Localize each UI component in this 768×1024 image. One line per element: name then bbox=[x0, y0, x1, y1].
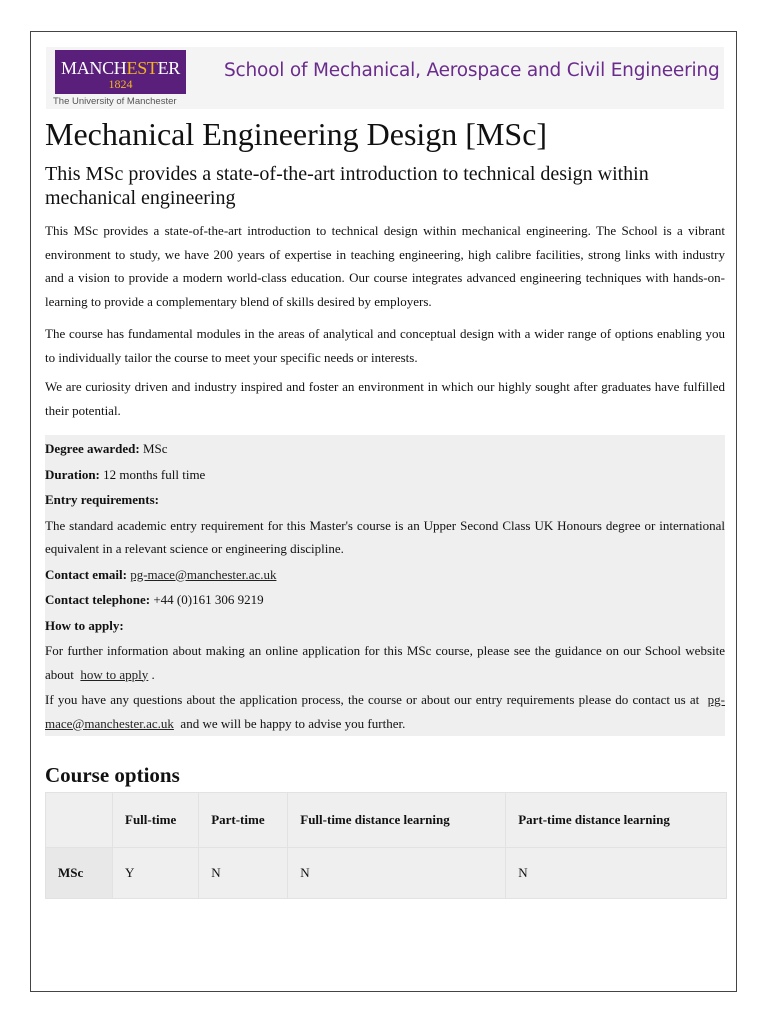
page-subtitle: This MSc provides a state-of-the-art introduction to technical design within mechanical engineering bbox=[45, 163, 649, 209]
entry-requirements-text: The standard academic entry requirement for this Master's course is an Upper Second Class UK Honours degree or international equivalent in a relevant science or engineering discipline. bbox=[45, 517, 725, 556]
course-options-table bbox=[45, 792, 727, 899]
table-header-row bbox=[46, 793, 727, 848]
logo-wordmark: MANCHESTER bbox=[60, 58, 181, 78]
cell-pt-distance: N bbox=[506, 848, 727, 899]
column-header-ft-distance: Full-time distance learning bbox=[288, 793, 506, 848]
course-info-box bbox=[45, 435, 725, 736]
degree-label: Degree awarded: bbox=[45, 441, 140, 456]
logo-subtitle: The University of Manchester bbox=[53, 96, 177, 107]
contact-email-link[interactable]: pg-mace@manchester.ac.uk bbox=[130, 566, 277, 582]
course-options-heading: Course options bbox=[45, 763, 180, 787]
column-header-full-time: Full-time bbox=[113, 793, 199, 848]
column-header-part-time: Part-time bbox=[199, 793, 288, 848]
contact-phone-row bbox=[45, 588, 725, 612]
table-row bbox=[46, 848, 727, 899]
description-paragraph: The course has fundamental modules in the areas of analytical and conceptual design with a wider range of options enabling you to individually tailor the course to meet your specific needs or interests. bbox=[45, 326, 725, 365]
entry-requirements-row bbox=[45, 488, 725, 512]
column-header-pt-distance: Part-time distance learning bbox=[506, 793, 727, 848]
duration-row bbox=[45, 463, 725, 487]
questions-text: If you have any questions about the application process, the course or about our entry requirements please do contact us at pg-mace@manchester.ac.uk and we will be happy to advise you further. bbox=[45, 692, 726, 731]
column-header-blank bbox=[46, 793, 113, 848]
duration-label: Duration: bbox=[45, 466, 100, 482]
cell-ft-distance: N bbox=[288, 848, 506, 899]
how-to-apply-link[interactable]: how to apply bbox=[80, 666, 149, 682]
contact-phone-label: Contact telephone: bbox=[45, 592, 151, 607]
course-description bbox=[45, 219, 725, 422]
how-to-apply-row bbox=[45, 614, 725, 638]
description-paragraph: We are curiosity driven and industry inspired and foster an environment in which our highly sought after graduates have fulfilled their potential. bbox=[45, 379, 725, 418]
degree-value: MSc bbox=[142, 441, 168, 456]
university-logo[interactable] bbox=[55, 50, 186, 94]
how-to-apply-label: How to apply: bbox=[45, 617, 124, 633]
entry-requirements-label: Entry requirements: bbox=[45, 492, 159, 507]
cell-full-time: Y bbox=[113, 848, 199, 899]
description-paragraph: This MSc provides a state-of-the-art introduction to technical design within mechanical engineering. The School is a vibrant environment to study, we have 200 years of expertise in teaching engineering, high calibre facilities, strong links with industry and a vision to provide a modern world-class education. Our course integrates advanced engineering techniques with hands-on-learning to provide a complementary blend of skills desired by employers. bbox=[45, 223, 725, 309]
row-label-msc: MSc bbox=[46, 848, 113, 899]
questions-email-link[interactable]: pg-mace@manchester.ac.uk bbox=[45, 692, 726, 731]
contact-email-row bbox=[45, 563, 725, 587]
duration-value: 12 months full time bbox=[103, 466, 206, 482]
contact-phone-value: +44 (0)161 306 9219 bbox=[153, 592, 264, 607]
how-to-apply-text: For further information about making an online application for this MSc course, please see the guidance on our School website about how to apply . bbox=[45, 643, 725, 682]
cell-part-time: N bbox=[199, 848, 288, 899]
logo-year: 1824 bbox=[108, 77, 133, 91]
page-title: Mechanical Engineering Design [MSc] bbox=[45, 116, 548, 152]
header-banner bbox=[46, 47, 724, 109]
contact-email-label: Contact email: bbox=[45, 566, 127, 582]
document-page bbox=[30, 31, 737, 992]
school-name[interactable]: School of Mechanical, Aerospace and Civil Engineering bbox=[224, 60, 720, 81]
degree-row bbox=[45, 437, 725, 461]
